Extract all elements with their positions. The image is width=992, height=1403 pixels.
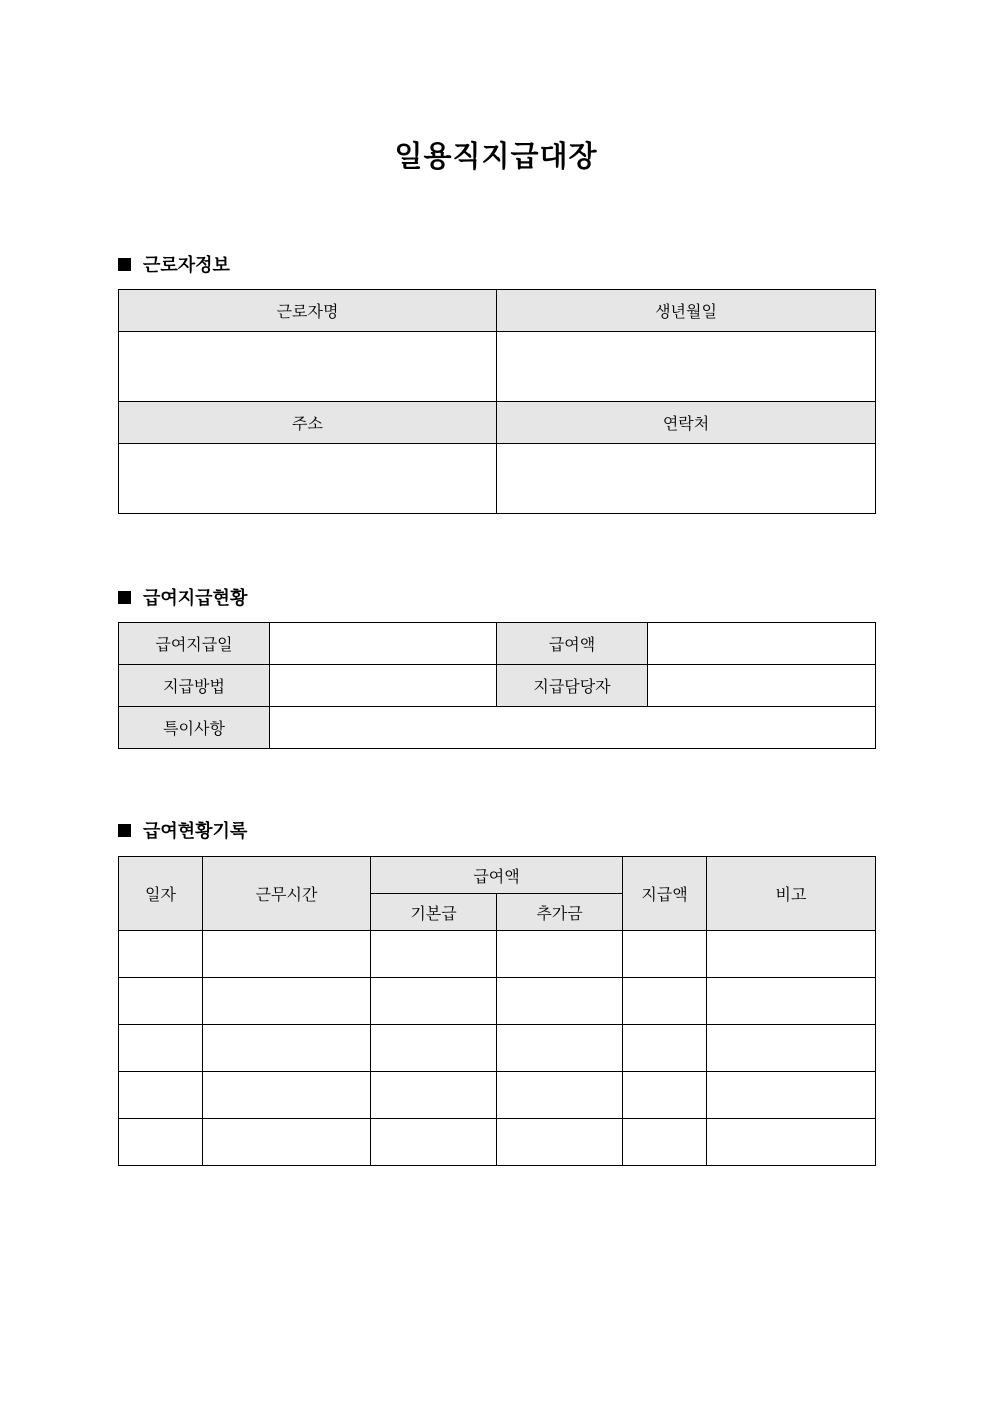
column-header-extra-pay: 추가금 <box>497 894 623 931</box>
cell-work-hours[interactable] <box>203 1072 371 1119</box>
cell-base-pay[interactable] <box>371 978 497 1025</box>
cell-paid-amount[interactable] <box>623 1072 707 1119</box>
cell-paid-amount[interactable] <box>623 931 707 978</box>
section-heading-text: 급여현황기록 <box>143 821 248 842</box>
section-heading-text: 급여지급현황 <box>143 588 248 609</box>
field-pay-manager[interactable] <box>648 665 876 707</box>
cell-remarks[interactable] <box>707 931 876 978</box>
field-birth-date[interactable] <box>497 332 876 402</box>
cell-paid-amount[interactable] <box>623 978 707 1025</box>
section-heading-worker-info <box>118 251 230 277</box>
worker-info-table <box>118 289 876 514</box>
cell-date[interactable] <box>119 931 203 978</box>
cell-base-pay[interactable] <box>371 1119 497 1166</box>
field-pay-date[interactable] <box>270 623 497 665</box>
cell-work-hours[interactable] <box>203 978 371 1025</box>
field-notes[interactable] <box>270 707 876 749</box>
cell-extra-pay[interactable] <box>497 978 623 1025</box>
square-bullet-icon <box>118 258 131 271</box>
cell-base-pay[interactable] <box>371 1025 497 1072</box>
label-birth-date: 생년월일 <box>497 290 876 332</box>
table-row <box>119 1119 876 1166</box>
label-worker-name: 근로자명 <box>119 290 497 332</box>
field-contact[interactable] <box>497 444 876 514</box>
cell-date[interactable] <box>119 978 203 1025</box>
pay-status-table <box>118 622 876 749</box>
cell-date[interactable] <box>119 1025 203 1072</box>
section-heading-text: 근로자정보 <box>143 255 230 276</box>
cell-extra-pay[interactable] <box>497 1025 623 1072</box>
cell-base-pay[interactable] <box>371 931 497 978</box>
column-header-pay-amount: 급여액 <box>371 857 623 894</box>
table-row <box>119 1025 876 1072</box>
cell-date[interactable] <box>119 1119 203 1166</box>
label-address: 주소 <box>119 402 497 444</box>
field-address[interactable] <box>119 444 497 514</box>
cell-paid-amount[interactable] <box>623 1119 707 1166</box>
label-pay-manager: 지급담당자 <box>497 665 648 707</box>
cell-work-hours[interactable] <box>203 1119 371 1166</box>
section-heading-pay-record <box>118 817 247 843</box>
cell-work-hours[interactable] <box>203 1025 371 1072</box>
column-header-remarks: 비고 <box>707 857 876 931</box>
field-worker-name[interactable] <box>119 332 497 402</box>
cell-date[interactable] <box>119 1072 203 1119</box>
section-heading-pay-status <box>118 584 247 610</box>
column-header-work-hours: 근무시간 <box>203 857 371 931</box>
field-pay-amount[interactable] <box>648 623 876 665</box>
label-pay-date: 급여지급일 <box>119 623 270 665</box>
label-contact: 연락처 <box>497 402 876 444</box>
cell-paid-amount[interactable] <box>623 1025 707 1072</box>
cell-remarks[interactable] <box>707 978 876 1025</box>
label-pay-method: 지급방법 <box>119 665 270 707</box>
cell-extra-pay[interactable] <box>497 1119 623 1166</box>
cell-remarks[interactable] <box>707 1072 876 1119</box>
square-bullet-icon <box>118 591 131 604</box>
label-notes: 특이사항 <box>119 707 270 749</box>
table-row <box>119 978 876 1025</box>
label-pay-amount: 급여액 <box>497 623 648 665</box>
cell-work-hours[interactable] <box>203 931 371 978</box>
square-bullet-icon <box>118 824 131 837</box>
column-header-base-pay: 기본급 <box>371 894 497 931</box>
cell-remarks[interactable] <box>707 1119 876 1166</box>
column-header-paid-amount: 지급액 <box>623 857 707 931</box>
column-header-date: 일자 <box>119 857 203 931</box>
cell-extra-pay[interactable] <box>497 931 623 978</box>
field-pay-method[interactable] <box>270 665 497 707</box>
cell-extra-pay[interactable] <box>497 1072 623 1119</box>
cell-remarks[interactable] <box>707 1025 876 1072</box>
pay-record-body <box>119 931 876 1166</box>
pay-record-table <box>118 856 876 1166</box>
cell-base-pay[interactable] <box>371 1072 497 1119</box>
table-row <box>119 931 876 978</box>
document-title: 일용직지급대장 <box>394 139 598 173</box>
table-row <box>119 1072 876 1119</box>
